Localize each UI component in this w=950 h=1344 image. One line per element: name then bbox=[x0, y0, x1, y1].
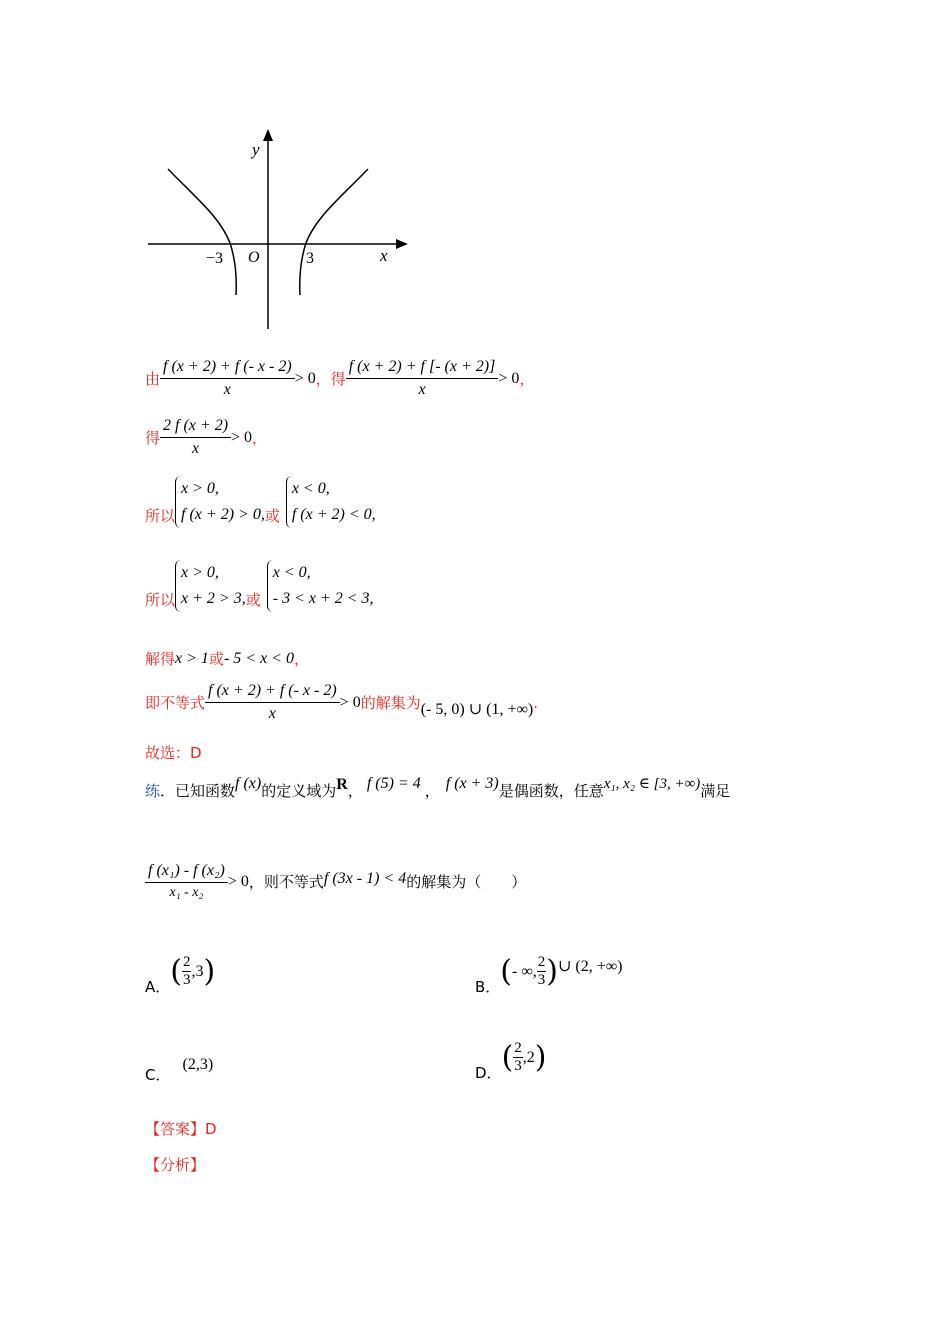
step5-line: 解得 x > 1 或 - 5 < x < 0 ， bbox=[145, 649, 309, 668]
analysis-line bbox=[145, 1154, 205, 1175]
answer-line bbox=[145, 1118, 217, 1139]
step1-fraction-2: $\frac{f (x + 2) + f [- (x + 2)]}{x}$ bbox=[346, 358, 499, 399]
answer-value: D bbox=[205, 1119, 217, 1138]
problem-x1x2: x₁, x₂ ∈ [3, +∞) bbox=[603, 776, 701, 792]
step3-system-1: x > 0, f (x + 2) > 0, bbox=[175, 476, 265, 528]
neg-three-label: −3 bbox=[206, 250, 224, 267]
problem-inequality: f (3x - 1) < 4 bbox=[323, 869, 407, 887]
right-curve bbox=[300, 169, 368, 295]
problem-fx: f (x) bbox=[235, 774, 262, 792]
y-axis-arrow bbox=[263, 129, 273, 141]
step4-system-2: x < 0, - 3 < x + 2 < 3, bbox=[267, 560, 374, 612]
step1-fraction-1: $\frac{f (x + 2) + f (- x - 2)}{x}$ bbox=[160, 358, 295, 399]
choice-line: 故选： D bbox=[145, 743, 202, 762]
problem-fx3: f (x + 3) bbox=[445, 774, 499, 792]
step3-prefix: 所以 bbox=[145, 506, 176, 525]
step4-line bbox=[145, 560, 374, 612]
origin-label: O bbox=[248, 249, 260, 266]
step1-gt-2: > 0 bbox=[498, 369, 520, 387]
analysis-label: 【分析】 bbox=[145, 1156, 206, 1174]
step3-or: 或 bbox=[264, 506, 280, 525]
step1-mid: 得 bbox=[330, 370, 346, 388]
problem-R: R bbox=[336, 775, 348, 793]
step2-line: 得 $\frac{2 f (x + 2)}{x}$ > 0 ， bbox=[145, 417, 268, 457]
option-a[interactable]: A． ( $\frac{2}{3}$ ,3 ) bbox=[145, 953, 216, 996]
step2-fraction: $\frac{2 f (x + 2)}{x}$ bbox=[160, 417, 231, 458]
left-curve bbox=[168, 169, 236, 295]
step3-system-2: x < 0, f (x + 2) < 0, bbox=[286, 476, 376, 528]
problem-condition-fraction: $\frac{\text{f (x₁) - f (x₂)}}{\text{x₁ - x₂}}$ bbox=[145, 862, 228, 901]
option-d-fraction: $\frac{2}{3}$ bbox=[514, 1040, 522, 1074]
x-axis-arrow bbox=[396, 239, 408, 249]
step1-prefix: 由 bbox=[145, 370, 161, 388]
y-label: y bbox=[252, 140, 260, 159]
problem-f5: f (5) = 4 bbox=[366, 774, 421, 792]
step1-gt-1: > 0 bbox=[294, 369, 316, 387]
option-b-fraction: $\frac{2}{3}$ bbox=[537, 954, 546, 988]
option-b[interactable]: B． ( - ∞, $\frac{2}{3}$ ) ∪ (2, +∞) bbox=[475, 953, 623, 996]
step4-or: 或 bbox=[245, 590, 261, 609]
step4-system-1: x > 0, x + 2 > 3, bbox=[175, 560, 246, 612]
problem-line-2: $\frac{\text{f (x₁) - f (x₂)}}{\text{x₁ - x₂}}$ > 0 ，则不等式 f (3x - 1) < 4 的解集为（ ） bbox=[145, 862, 526, 901]
step4-prefix: 所以 bbox=[145, 590, 176, 609]
step3-line bbox=[145, 476, 376, 528]
step6-fraction: $\frac{f (x + 2) + f (- x - 2)}{x}$ bbox=[205, 682, 340, 723]
step6-answer: (- 5, 0) ∪ (1, +∞) bbox=[420, 700, 534, 718]
pos-three-label: 3 bbox=[306, 250, 314, 267]
problem-line-1: 练 ．已知函数 f (x) 的定义域为 R ， f (5) = 4 ， f (x + 3) 是偶函数，任意 x₁, x₂ ∈ [3, +∞) 满足 bbox=[145, 774, 731, 800]
problem-tag: 练 bbox=[145, 782, 161, 800]
x-label: x bbox=[380, 246, 388, 265]
function-graph bbox=[140, 125, 420, 335]
step2-prefix: 得 bbox=[145, 429, 161, 447]
option-d[interactable]: D． ( $\frac{2}{3}$ ,2 ) bbox=[475, 1039, 547, 1082]
answer-label: 【答案】 bbox=[145, 1120, 206, 1138]
option-a-fraction: $\frac{2}{3}$ bbox=[182, 954, 191, 988]
step6-line: 即不等式 $\frac{f (x + 2) + f (- x - 2)}{x}$ > 0 的解集为 (- 5, 0) ∪ (1, +∞) . bbox=[145, 682, 538, 722]
option-c[interactable]: C． (2,3) bbox=[145, 1055, 214, 1084]
step1-line: 由 $\frac{f (x + 2) + f (- x - 2)}{x}$ > 0 ， 得 $\frac{f (x + 2) + f [- (x + 2)]}{x}$ > 0 ， bbox=[145, 358, 535, 398]
